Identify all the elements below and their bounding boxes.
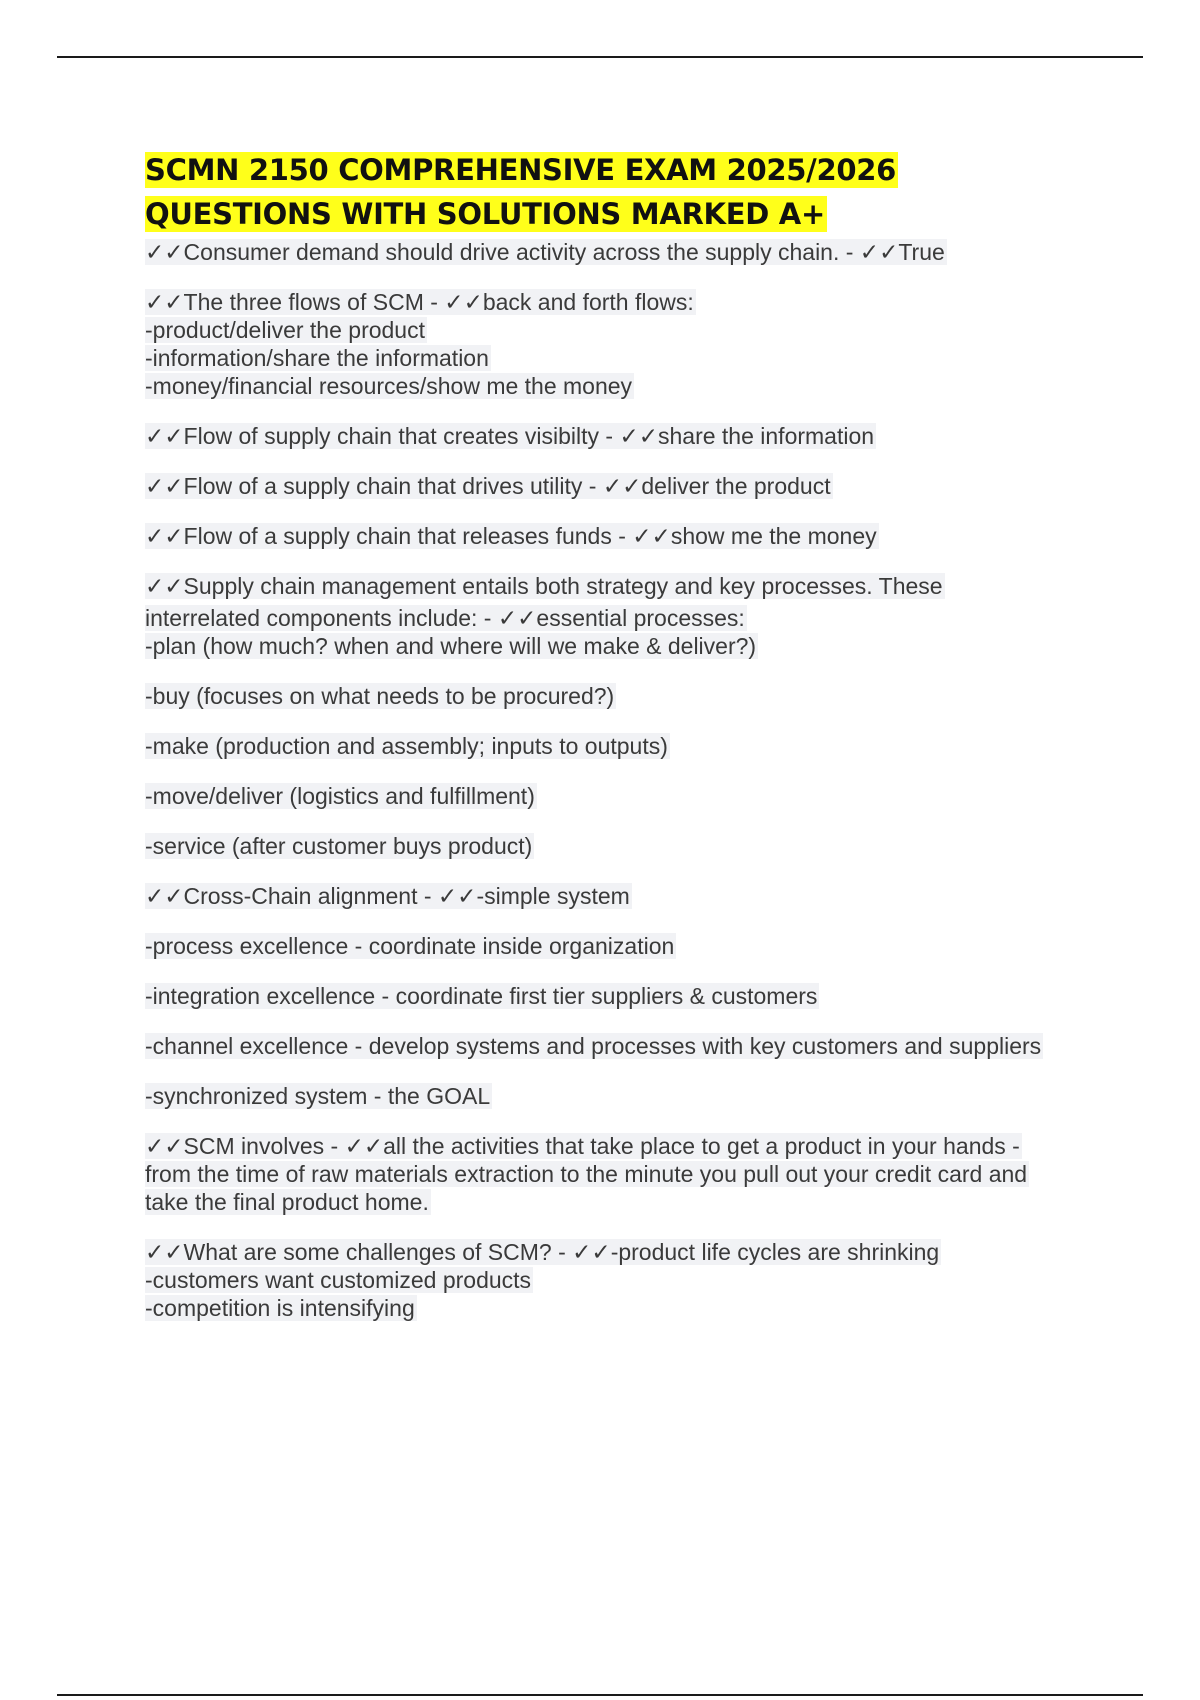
answer-line: -synchronized system - the GOAL [145, 1083, 491, 1109]
qa-line: ✓✓Supply chain management entails both strategy and key processes. These [145, 573, 943, 599]
answer-line: -plan (how much? when and where will we make & deliver?) [145, 633, 757, 659]
answer-line: -product/deliver the product [145, 317, 425, 343]
answer-line: -competition is intensifying [145, 1295, 415, 1321]
qa-line: ✓✓SCM involves - ✓✓all the activities that take place to get a product in your hands - [145, 1133, 1020, 1159]
qa-line: ✓✓Flow of supply chain that creates visibilty - ✓✓share the information [145, 423, 875, 449]
document-title [145, 148, 1105, 236]
answer-line: -customers want customized products [145, 1267, 532, 1293]
qa-line: ✓✓Flow of a supply chain that releases funds - ✓✓show me the money [145, 523, 877, 549]
answer-line: -information/share the information [145, 345, 489, 371]
qa-line: ✓✓Flow of a supply chain that drives utility - ✓✓deliver the product [145, 473, 831, 499]
top-rule [57, 56, 1143, 58]
answer-line: -buy (focuses on what needs to be procured?) [145, 683, 615, 709]
qa-line: ✓✓Cross-Chain alignment - ✓✓-simple system [145, 883, 630, 909]
bottom-rule [57, 1694, 1143, 1696]
answer-line: -move/deliver (logistics and fulfillment) [145, 783, 535, 809]
answer-line: -make (production and assembly; inputs to outputs) [145, 733, 668, 759]
title-line-1: SCMN 2150 COMPREHENSIVE EXAM 2025/2026 [145, 153, 896, 187]
qa-line: interrelated components include: - ✓✓essential processes: [145, 605, 745, 631]
answer-line: take the final product home. [145, 1189, 429, 1215]
document-body [145, 148, 1105, 1322]
answer-line: from the time of raw materials extraction to the minute you pull out your credit card and [145, 1161, 1028, 1187]
answer-line: -integration excellence - coordinate first tier suppliers & customers [145, 983, 818, 1009]
qa-line: ✓✓What are some challenges of SCM? - ✓✓-product life cycles are shrinking [145, 1239, 940, 1265]
answer-line: -money/financial resources/show me the money [145, 373, 633, 399]
answer-line: -channel excellence - develop systems and processes with key customers and suppliers [145, 1033, 1042, 1059]
title-line-2: QUESTIONS WITH SOLUTIONS MARKED A+ [145, 197, 825, 231]
answer-line: -process excellence - coordinate inside organization [145, 933, 675, 959]
qa-line: ✓✓The three flows of SCM - ✓✓back and forth flows: [145, 289, 694, 315]
answer-line: -service (after customer buys product) [145, 833, 533, 859]
qa-line: ✓✓Consumer demand should drive activity across the supply chain. - ✓✓True [145, 239, 945, 265]
